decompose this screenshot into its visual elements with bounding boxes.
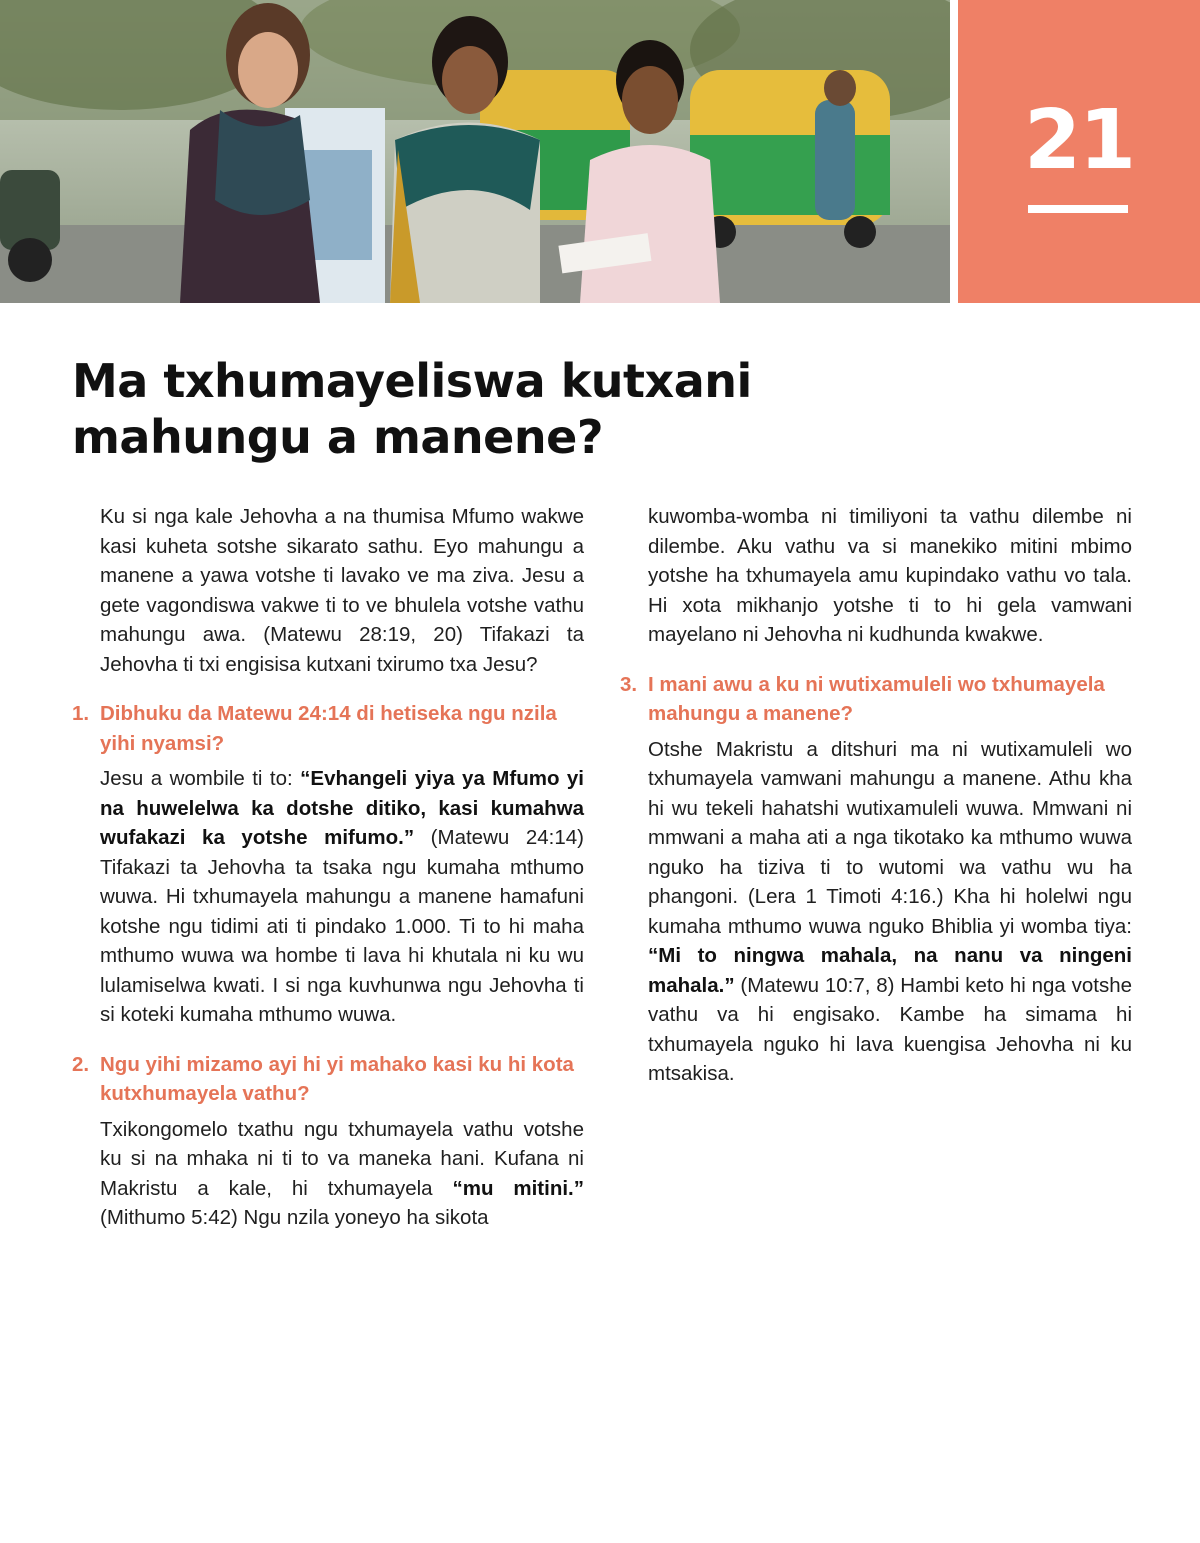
left-column [72,502,584,1233]
answer-3-paragraph [648,735,1132,1089]
lesson-number-badge [958,0,1200,303]
answer-2-paragraph [100,1115,584,1233]
answer-3-quote: “Mi to ningwa mahala, na nanu va ningeni mahala.” [648,944,1132,997]
intro-paragraph: Ku si nga kale Jehovha a na thumisa Mfumo wakwe kasi kuheta sotshe sikarato sathu. Eyo mahungu a manene a yawa votshe ti lavako ve ma ziva. Jesu a gete vagondiswa vakwe ti to ve bhulela votshe vathu mahungu awa. (Matewu 28:19, 20) Tifakazi ta Jehovha ti txi engisisa kutxani txirumo txa Jesu? [100,505,584,676]
answer-3-tail: (Matewu 10:7, 8) Hambi keto hi nga votshe vathu va hi engisako. Kambe ha simama hi txhumayela nguko hi lava kuengisa Jehovha ni ku mtsakisa. [648,973,1132,1085]
badge-underline [1028,205,1128,213]
question-1-text: Dibhuku da Matewu 24:14 di hetiseka ngu nzila yihi nyamsi? [100,702,557,755]
answer-1-tail: (Matewu 24:14) Tifakazi ta Jehovha ta tsaka ngu kumaha mthumo wuwa. Hi txhumayela mahungu a manene hamafuni kotshe ngu tidimi ati ti pindako 1.000. Ti to hi maha mthumo wuwa wa hombe ti lava hi khutala ni ku wu lulamiselwa kwati. I si nga kuvhunwa ngu Jehovha ti si koteki kumaha mthumo wuwa. [100,826,585,1026]
question-3-number: 3. [620,672,638,696]
page-title: Ma txhumayeliswa kutxani mahungu a manene? [72,354,752,464]
answer-1-quote: “Evhangeli yiya ya Mfumo yi na huwelelwa ka dotshe ditiko, kasi kumahwa wufakazi ka yotshe mifumo.” [100,767,585,849]
header-photo [0,0,950,303]
answer-2-quote: “mu mitini.” [452,1176,584,1200]
lesson-number: 21 [1023,93,1135,188]
question-1 [72,699,584,758]
street-preaching-photo [0,0,950,303]
answer-2-continued: kuwomba-womba ni timiliyoni ta vathu dilembe ni dilembe. Aku vathu va si manekiko mitini mbimo yotshe ha txhumayela amu kupindako vathu vo tala. Hi xota mikhanjo yotshe ti to hi gela vamwani mayelano ni Jehovha ni kudhunda kwakwe. [648,505,1132,646]
question-2 [72,1050,584,1109]
question-1-number: 1. [72,702,90,725]
right-column [620,502,1132,1089]
question-2-number: 2. [72,1052,90,1076]
answer-2-tail: (Mithumo 5:42) Ngu nzila yoneyo ha sikota [100,1206,489,1229]
answer-3-lead: Otshe Makristu a ditshuri ma ni wutixamuleli wo txhumayela vamwani mahungu a manene. Athu kha hi wu tekeli hahatshi wutixamuleli wuwa. Mmwani ni mmwani a maha ati a nga tikotako ka mthumo wuwa nguko ha tiziva ti to wutomi wa vathu wu ha phangoni. (Lera 1 Timoti 4:16.) Kha hi holelwi ngu kumaha mthumo wuwa nguko Bhiblia yi womba tiya: [648,737,1132,938]
answer-2-lead: Txikongomelo txathu ngu txhumayela vathu votshe ku si na mhaka ni ti to va maneka hani. Kufana ni Makristu a kale, hi txhumayela [100,1117,584,1200]
question-3-text: I mani awu a ku ni wutixamuleli wo txhumayela mahungu a manene? [648,672,1105,725]
answer-1-lead: Jesu a wombile ti to: [100,767,301,790]
answer-1-paragraph [100,764,584,1030]
question-2-text: Ngu yihi mizamo ayi hi yi mahako kasi ku hi kota kutxhumayela vathu? [100,1052,574,1105]
question-3 [620,670,1132,729]
